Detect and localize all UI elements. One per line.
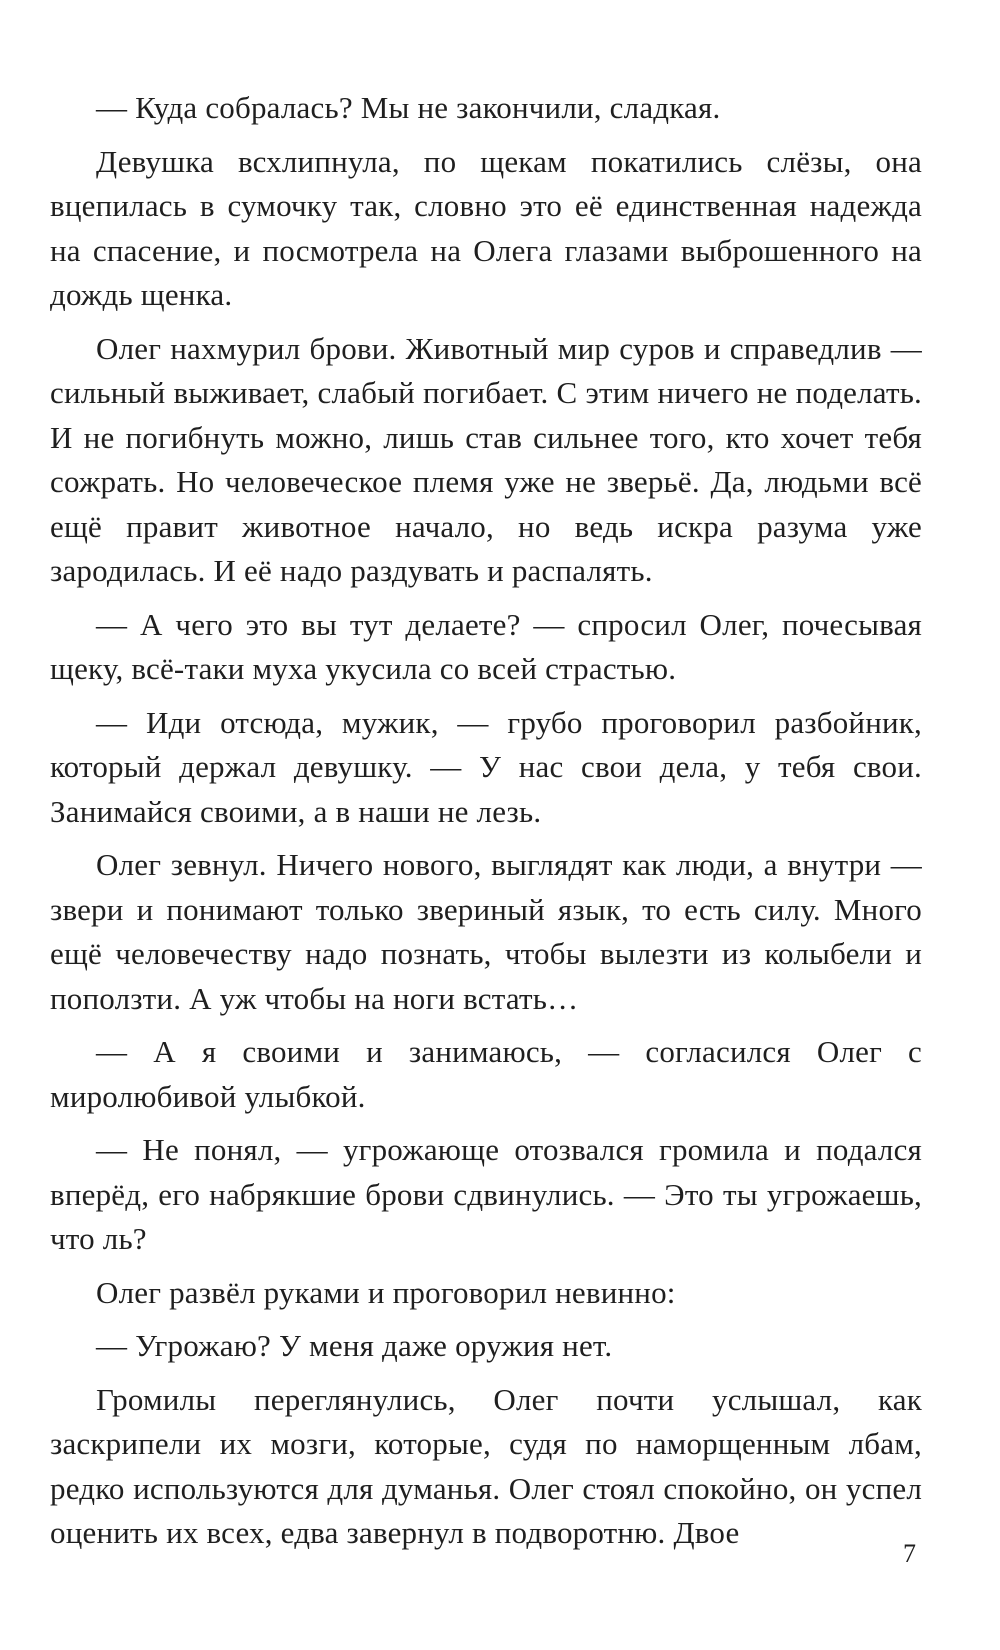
paragraph: Девушка всхлипнула, по щекам покатились слёзы, она вцепилась в сумочку так, словно это её единственная надежда на спасение, и посмотрела на Олега глазами выброшенного на дождь щенка. <box>50 143 922 312</box>
paragraph: Олег развёл руками и проговорил невинно: <box>96 1274 676 1310</box>
paragraph: — А чего это вы тут делаете? — спросил Олег, почесывая щеку, всё-таки муха укусила со всей страстью. <box>50 606 922 686</box>
paragraph: — Куда собралась? Мы не закончили, сладкая. <box>96 90 721 125</box>
paragraph: — Иди отсюда, мужик, — грубо проговорил разбойник, который держал девушку. — У нас свои дела, у тебя свои. Занимайся своими, а в наши не лезь. <box>50 704 922 829</box>
paragraph: Громилы переглянулись, Олег почти услышал, как заскрипели их мозги, которые, судя по наморщенным лбам, редко используются для думанья. Олег стоял спокойно, он успел оценить их всех, едва завернул в подворотню. Двое <box>50 1381 922 1550</box>
body-text <box>50 86 922 1565</box>
paragraph: — Не понял, — угрожающе отозвался громила и подался вперёд, его набрякшие брови сдвинулись. — Это ты угрожаешь, что ль? <box>50 1132 922 1256</box>
paragraph: — Угрожаю? У меня даже оружия нет. <box>96 1328 613 1363</box>
paragraph: Олег нахмурил брови. Животный мир суров и справедлив — сильный выживает, слабый погибает. С этим ничего не поделать. И не погибнуть можно, лишь став сильнее того, кто хочет тебя сожрать. Но человеческое племя уже не зверьё. Да, людьми всё ещё правит животное начало, но ведь искра разума уже зародилась. И её надо раздувать и распалять. <box>50 330 922 588</box>
page-number: 7 <box>903 1539 916 1568</box>
paragraph: Олег зевнул. Ничего нового, выглядят как люди, а внутри — звери и понимают только звериный язык, то есть силу. Много ещё человечеству надо познать, чтобы вылезти из колыбели и поползти. А уж чтобы на ноги встать… <box>50 847 922 1016</box>
paragraph: — А я своими и занимаюсь, — согласился Олег с миролюбивой улыбкой. <box>50 1034 922 1114</box>
